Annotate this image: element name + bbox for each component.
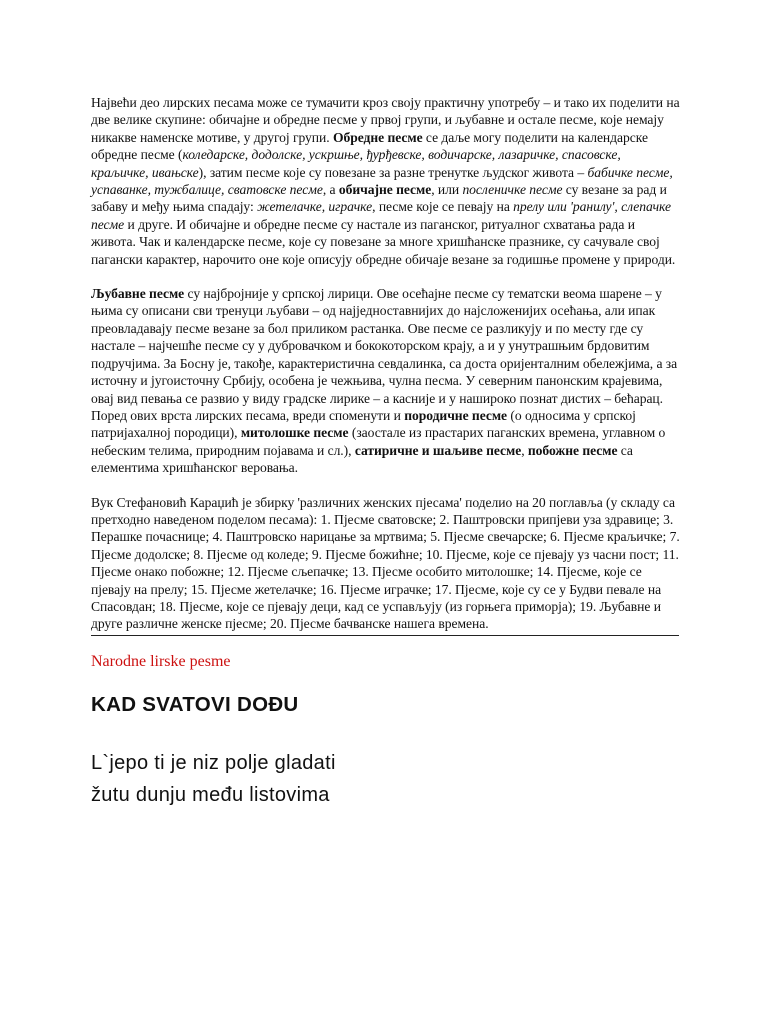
intro-paragraph-1 bbox=[91, 94, 681, 268]
poem-verse: žutu dunju među listovima bbox=[91, 783, 330, 806]
text-run: се даље могу поделити на календарске обредне песме ( bbox=[91, 129, 648, 163]
bold-term: Обредне песме bbox=[332, 129, 423, 145]
section-subtitle: Narodne lirske pesme bbox=[91, 652, 231, 670]
text-run: , или bbox=[431, 182, 463, 198]
poem-verses bbox=[91, 747, 681, 811]
bold-term: Љубавне песме bbox=[91, 286, 185, 302]
bold-term: породичне песме bbox=[404, 407, 508, 423]
bold-term: побожне песме bbox=[527, 442, 618, 458]
text-run: са елементима хришћанског веровања. bbox=[91, 442, 633, 476]
italic-term: посленичке песме bbox=[462, 182, 563, 198]
document-page bbox=[91, 94, 681, 811]
intro-paragraph-3 bbox=[91, 494, 681, 633]
horizontal-rule bbox=[91, 635, 679, 636]
poem-title: KAD SVATOVI DOĐU bbox=[91, 692, 299, 716]
italic-term: жетелачке, играчке bbox=[257, 199, 373, 215]
text-run: су везане за рад и забаву и међу њима спадају: bbox=[91, 182, 667, 215]
poem-verse: L`jepo ti je niz polje gladati bbox=[91, 751, 336, 774]
italic-term: бабичке песме, успаванке, тужбалице, сватовске песме bbox=[91, 164, 673, 198]
text-run: Вук Стефановић Караџић је збирку 'различних женских пјесама' поделио на 20 поглавља (у складу са претходно наведеном поделом песама): 1. Пјесме сватовске; 2. Паштровски припјеви уза здравице; 3. Перашке почаснице; 4. Паштровско нарицање за мртвима; 5. Пјесме свечарске; 6. Пјесме краљичке; 7. Пјесме додолске; 8. Пјесме од коледе; 9. Пјесме божићне; 10. Пјесме, које се пјевају уз часни пост; 11. Пјесме онако побожне; 12. Пјесме сљепачке; 13. Пјесме особито митолошке; 14. Пјесме, које се пјевају на прелу; 15. Пјесме жетелачке; 16. Пјесме играчке; 17. Пјесме, које су се у Будви певале на Спасовдан; 18. Пјесме, које се пјевају деци, кад се успављују (из горњега приморја); 19. Љубавне и друге различне женске пјесме; 20. Пјесме бачванске нашега времена. bbox=[91, 494, 680, 632]
text-run: (заостале из прастарих паганских времена, углавном о небеским телима, природним појавама и сл.), bbox=[91, 425, 666, 458]
text-run: , bbox=[521, 442, 528, 458]
text-run: , песме које се певају на bbox=[372, 199, 514, 215]
text-run: ), затим песме које су повезане за разне тренутке људског живота – bbox=[198, 164, 588, 180]
text-run: су најбројније у српској лирици. Ове осећајне песме су тематски веома шарене – у њима су описани сви тренуци љубави – од најједноставнијих до најсложенијих осећања, али ипак преовладавају песме везане за бол приликом растанка. Ове песме се разликују и по месту где су настале – најчешће песме су у дубровачком и бококоторском крају, а и у унутрашњим брдовитим подручјима. За Босну је, такође, карактеристична севдалинка, са доста оријенталним обележјима, а за источну и југоисточну Србију, особена је чежњива, чулна песма. У северним панонским крајевима, овај вид певања се развио у виду градске лирике – а касније и у нашироко познат дистих – бећарац. Поред ових врста лирских песама, вреди споменути и bbox=[91, 286, 678, 423]
text-run: Највећи део лирских песама може се тумачити кроз своју практичну употребу – и тако их поделити на две велике скупине: обичајне и обредне песме у првој групи, и љубавне и остале песме, које немају никакве наменске мотиве, у другој групи. bbox=[91, 95, 680, 145]
italic-term: прелу или 'ранилу', слепачке песме bbox=[91, 199, 671, 232]
bold-term: обичајне песме bbox=[338, 182, 432, 198]
text-run: (о односима у српској патријахалној породици), bbox=[91, 407, 636, 441]
text-run: , а bbox=[322, 182, 339, 198]
italic-term: коледарске, додолске, ускршње, ђурђевске, водичарске, лазаричке, спасовске, краљичке, ивањске bbox=[91, 147, 621, 180]
intro-paragraph-2 bbox=[91, 285, 681, 476]
bold-term: сатиричне и шаљиве песме bbox=[354, 442, 522, 458]
bold-term: митолошке песме bbox=[240, 425, 349, 441]
text-run: и друге. И обичајне и обредне песме су настале из паганског, ритуалног схватања рада и живота. Чак и календарске песме, које су повезане за многе хришћанске празнике, су сачувале свој пагански карактер, нарочито оне које описују обредне обичаје везане за годишње промене у природи. bbox=[91, 216, 676, 267]
